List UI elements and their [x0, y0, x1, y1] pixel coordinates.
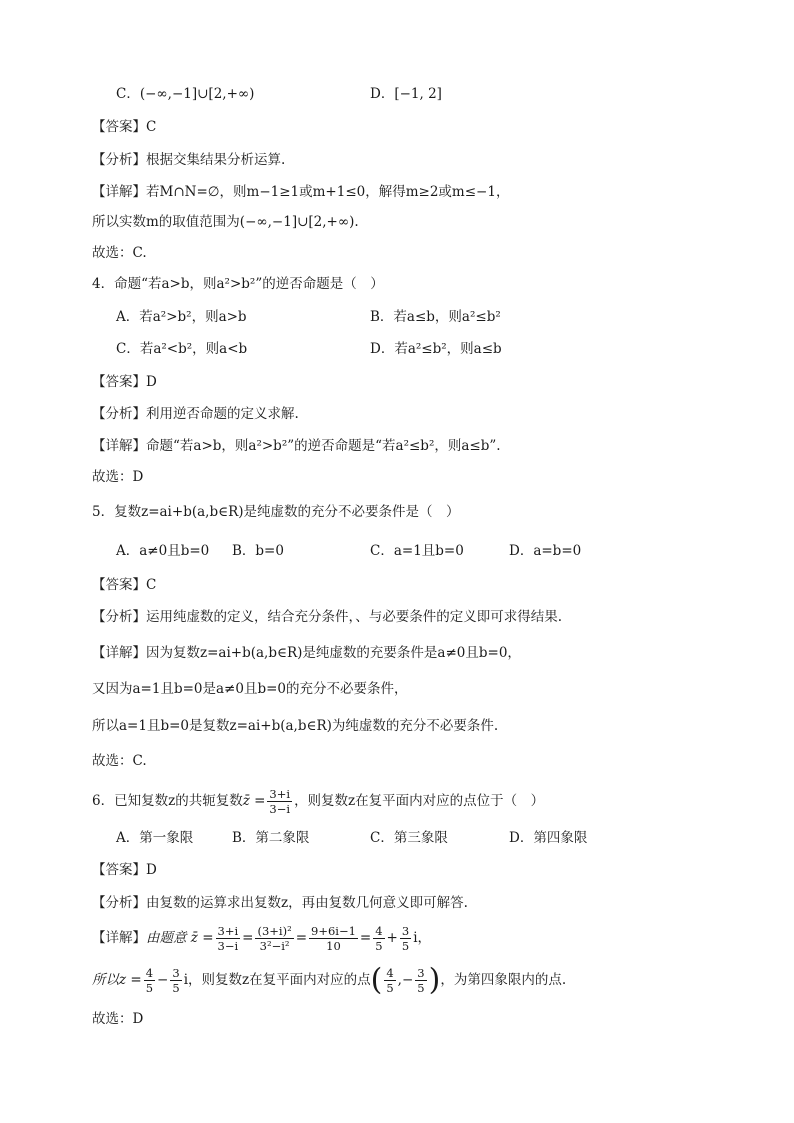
answer-tag: 【答案】 [92, 577, 146, 593]
fraction-numerator: 3 [172, 966, 180, 980]
q3-option-d: D．[−1, 2] [370, 86, 442, 102]
answer-tag: 【答案】 [92, 119, 146, 135]
answer-value: C [146, 119, 157, 135]
fraction [267, 787, 292, 816]
fraction-denominator: 5 [145, 981, 154, 995]
fraction [373, 924, 384, 953]
answer-value: C [146, 577, 157, 593]
q4-option-c: C．若a²<b²，则a<b [116, 341, 248, 357]
q4-detail [92, 436, 501, 456]
q6-option-a: A．第一象限 [116, 830, 194, 846]
detail-tag: 【详解】 [92, 930, 146, 946]
fraction-denominator: 5 [375, 939, 383, 953]
detail2-pre: 所以z = [92, 972, 142, 988]
point-comma: ,− [397, 972, 414, 988]
zbar-eq: z̄ = [242, 793, 266, 809]
q5-detail-2: 又因为a=1且b=0是a≠0且b=0的充分不必要条件， [92, 681, 408, 697]
fraction-denominator: 3²−i² [259, 939, 290, 953]
detail2-end: ，为第四象限内的点. [440, 972, 567, 988]
detail-text: 因为复数z=ai+b(a,b∈R)是纯虚数的充要条件是a≠0且b=0， [146, 645, 521, 661]
fraction-numerator: 4 [386, 966, 394, 980]
q3-answer [92, 117, 156, 137]
q6-option-b: B．第二象限 [232, 830, 310, 846]
detail-text: 若M∩N=∅，则m−1≥1或m+1≤0，解得m≥2或m≤−1， [146, 184, 510, 200]
analysis-text: 利用逆否命题的定义求解. [146, 406, 299, 422]
left-paren: ( [370, 962, 383, 998]
q4-select: 故选：D [92, 469, 144, 485]
q5-stem: 5．复数z=ai+b(a,b∈R)是纯虚数的充分不必要条件是（ ） [92, 504, 460, 520]
q5-analysis [92, 607, 562, 627]
fraction [384, 966, 395, 995]
answer-tag: 【答案】 [92, 862, 146, 878]
q6-analysis [92, 893, 468, 913]
q5-option-a: A．a≠0且b=0 [116, 543, 210, 559]
fraction-denominator: 3−i [269, 802, 291, 816]
fraction [216, 924, 241, 953]
q5-answer [92, 575, 156, 595]
detail-end: i， [413, 930, 432, 946]
q6-select: 故选：D [92, 1011, 144, 1027]
q6-option-c: C．第三象限 [370, 830, 448, 846]
analysis-tag: 【分析】 [92, 609, 146, 625]
fraction-numerator: 3+i [217, 924, 239, 938]
analysis-tag: 【分析】 [92, 152, 146, 168]
fraction [415, 966, 426, 995]
fraction-denominator: 3−i [217, 939, 239, 953]
minus-sign: − [157, 972, 169, 988]
stem-post: ，则复数z在复平面内对应的点位于（ ） [294, 793, 545, 809]
q4-stem: 4．命题“若a>b，则a²>b²”的逆否命题是（ ） [92, 276, 384, 292]
stem-pre: 6．已知复数z的共轭复数 [92, 793, 243, 809]
q3-select: 故选：C. [92, 245, 147, 261]
detail-tag: 【详解】 [92, 645, 146, 661]
analysis-tag: 【分析】 [92, 406, 146, 422]
answer-value: D [146, 862, 157, 878]
detail-tag: 【详解】 [92, 184, 146, 200]
q3-detail-2: 所以实数m的取值范围为(−∞,−1]∪[2,+∞). [92, 214, 359, 230]
q5-select: 故选：C. [92, 753, 147, 769]
fraction [144, 966, 155, 995]
q5-option-d: D．a=b=0 [509, 543, 582, 559]
q4-answer [92, 372, 157, 392]
fraction-numerator: 4 [375, 924, 383, 938]
q4-option-a: A．若a²>b²，则a>b [116, 309, 247, 325]
detail2-mid: i，则复数z在复平面内对应的点 [183, 972, 371, 988]
fraction-denominator: 10 [326, 939, 341, 953]
q3-analysis [92, 150, 285, 170]
fraction-denominator: 5 [172, 981, 180, 995]
q5-detail [92, 643, 521, 663]
q4-option-d: D．若a²≤b²，则a≤b [370, 341, 502, 357]
fraction-numerator: 3 [417, 966, 425, 980]
q3-detail [92, 182, 509, 202]
fraction-numerator: 3 [401, 924, 410, 938]
detail-pre: 由题意 z̄ = [146, 930, 214, 946]
fraction-numerator: 9+6i−1 [311, 924, 356, 938]
analysis-tag: 【分析】 [92, 895, 146, 911]
q5-option-b: B．b=0 [232, 543, 284, 559]
fraction-numerator: (3+i)² [257, 924, 292, 938]
answer-tag: 【答案】 [92, 374, 146, 390]
analysis-text: 根据交集结果分析运算. [146, 152, 286, 168]
fraction-denominator: 5 [417, 981, 425, 995]
fraction [309, 924, 358, 953]
fraction-numerator: 3+i [269, 787, 291, 801]
q5-option-c: C．a=1且b=0 [370, 543, 464, 559]
fraction [400, 924, 411, 953]
q6-stem [92, 786, 544, 816]
fraction-denominator: 5 [386, 981, 394, 995]
detail-text: 命题“若a>b，则a²>b²”的逆否命题是“若a²≤b²，则a≤b”. [146, 438, 501, 454]
q4-option-b: B．若a≤b，则a²≤b² [370, 309, 501, 325]
fraction [170, 966, 181, 995]
q4-analysis [92, 404, 299, 424]
detail-tag: 【详解】 [92, 438, 146, 454]
right-paren: ) [428, 962, 441, 998]
analysis-text: 运用纯虚数的定义，结合充分条件，、与必要条件的定义即可求得结果. [146, 609, 563, 625]
q3-option-c: C．(−∞,−1]∪[2,+∞) [116, 86, 255, 102]
answer-value: D [146, 374, 157, 390]
q6-detail: 【详解】由题意 z̄ = $\frac{3+i}{3-i}$ = $\frac{\text{(3+i)²}}{\text{3²−i²}}$ = $\frac{9+6i-1}{10}$ = $\frac{4}{5}$ + $\frac{3}{5}$ i， [92, 924, 432, 953]
fraction [255, 924, 293, 953]
fraction-numerator: 4 [145, 966, 154, 980]
analysis-text: 由复数的运算求出复数z，再由复数几何意义即可解答. [146, 895, 468, 911]
q6-answer [92, 860, 157, 880]
q6-option-d: D．第四象限 [509, 830, 588, 846]
q6-detail-2 [92, 962, 566, 998]
q5-detail-3: 所以a=1且b=0是复数z=ai+b(a,b∈R)为纯虚数的充分不必要条件. [92, 718, 499, 734]
fraction-denominator: 5 [401, 939, 410, 953]
